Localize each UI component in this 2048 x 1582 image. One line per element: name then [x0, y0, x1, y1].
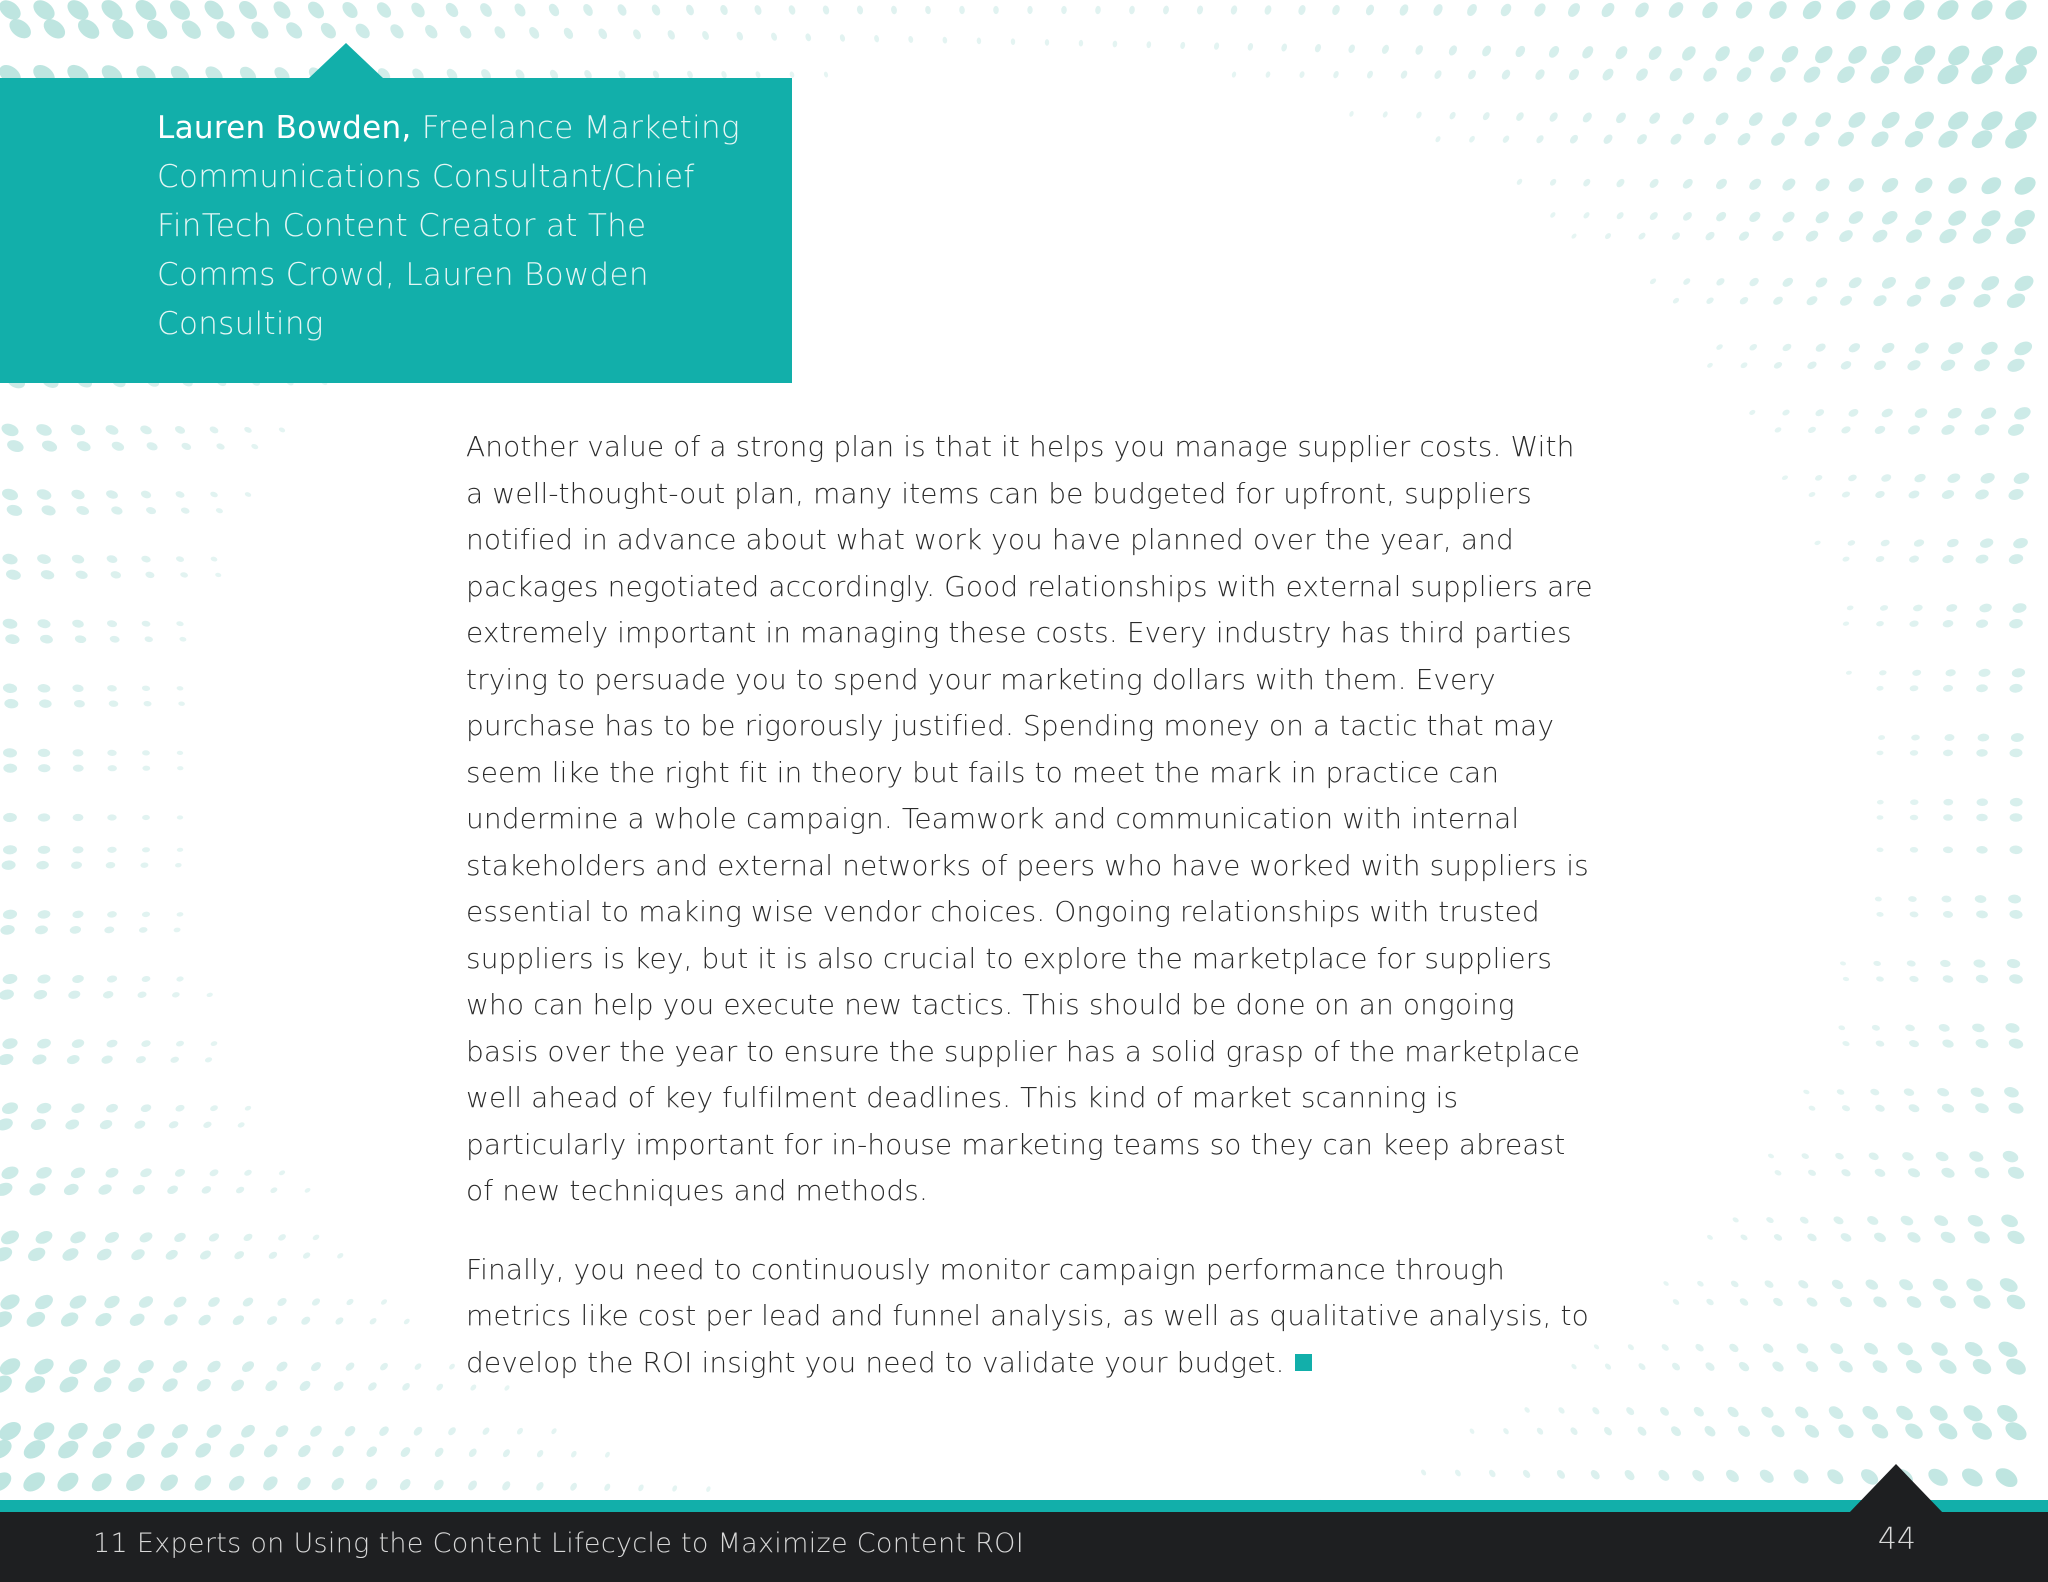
page-number: 44 [1877, 1522, 1916, 1557]
author-bio [157, 104, 752, 349]
article-body [466, 424, 1596, 1418]
footer-document-title: 11 Experts on Using the Content Lifecycle to Maximize Content ROI [93, 1528, 1024, 1559]
end-of-article-square-icon [1295, 1354, 1312, 1371]
footer-bar [0, 1512, 2048, 1582]
author-title: Freelance Marketing Communications Consultant/Chief FinTech Content Creator at The Comms Crowd, Lauren Bowden Consulting [157, 110, 740, 342]
article-paragraph-2 [466, 1247, 1596, 1387]
page-tab-triangle-icon [1848, 1464, 1944, 1514]
author-callout-box [0, 78, 792, 383]
article-paragraph-2-text: Finally, you need to continuously monitor campaign performance through metrics like cost per lead and funnel analysis, as well as qualitative analysis, to develop the ROI insight you need to validate your budget. [466, 1252, 1589, 1379]
article-paragraph-1: Another value of a strong plan is that it helps you manage supplier costs. With a well-thought-out plan, many items can be budgeted for upfront, suppliers notified in advance about what work you have planned over the year, and packages negotiated accordingly. Good relationships with external suppliers are extremely important in managing these costs. Every industry has third parties trying to persuade you to spend your marketing dollars with them. Every purchase has to be rigorously justified. Spending money on a tactic that may seem like the right fit in theory but fails to meet the mark in practice can undermine a whole campaign. Teamwork and communication with internal stakeholders and external networks of peers who have worked with suppliers is essential to making wise vendor choices. Ongoing relationships with trusted suppliers is key, but it is also crucial to explore the marketplace for suppliers who can help you execute new tactics. This should be done on an ongoing basis over the year to ensure the supplier has a solid grasp of the marketplace well ahead of key fulfilment deadlines. This kind of market scanning is particularly important for in-house marketing teams so they can keep abreast of new techniques and methods. [466, 430, 1593, 1207]
author-name: Lauren Bowden, [157, 110, 412, 146]
